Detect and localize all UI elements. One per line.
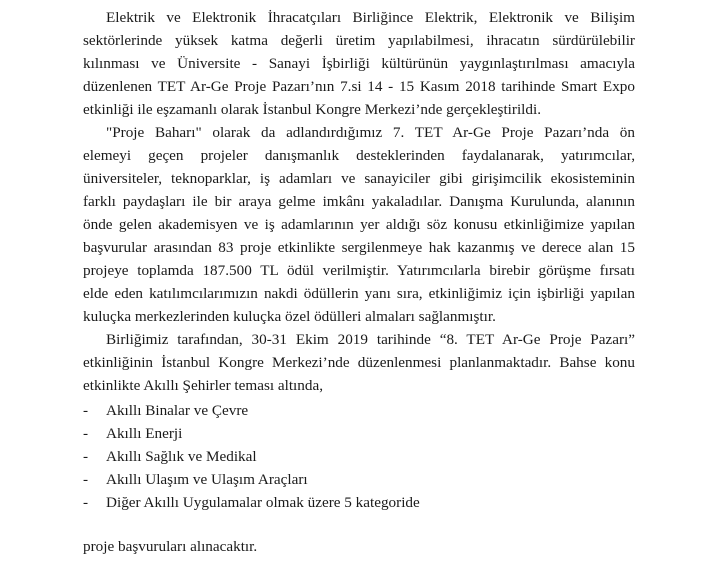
text-line: üniversiteler, teknoparklar, iş adamları ve sanayiciler gibi girişimcilik ekosisteminin <box>83 170 635 187</box>
list-bullet: - <box>83 494 89 511</box>
text-line: farklı paydaşları ile bir araya gelme imkânı yakaladılar. Danışma Kurulunda, alanının <box>83 193 635 210</box>
text-line: etkinliğinin İstanbul Kongre Merkezi’nde düzenlenmesi planlanmaktadır. Bahse konu <box>83 354 635 371</box>
text-line: başvurular arasından 83 proje etkinlikte sergilenmeye hak kazanmış ve derece alan 15 <box>83 239 635 256</box>
list-item-label: Akıllı Enerji <box>106 425 183 442</box>
text-line: kılınması ve Üniversite - Sanayi İşbirliği kültürünün yaygınlaştırılması amacıyla <box>83 55 635 72</box>
text-line: etkinlikte Akıllı Şehirler teması altında, <box>83 377 323 394</box>
list-bullet: - <box>83 471 89 488</box>
list-bullet: - <box>83 425 89 442</box>
closing-text: proje başvuruları alınacaktır. <box>83 538 258 555</box>
text-line: kuluçka merkezlerinden kuluçka özel ödülleri almaları sağlanmıştır. <box>83 308 496 325</box>
text-line: etkinliği ile eşzamanlı olarak İstanbul Kongre Merkezi’nde gerçekleştirildi. <box>83 101 541 118</box>
text-line: düzenlenen TET Ar-Ge Proje Pazarı’nın 7.si 14 - 15 Kasım 2018 tarihinde Smart Expo <box>83 78 635 95</box>
text-line: "Proje Baharı" olarak da adlandırdığımız 7. TET Ar-Ge Proje Pazarı’nda ön <box>106 124 635 141</box>
text-line: önde gelen akademisyen ve iş adamlarının yer aldığı söz konusu etkinliğimize yapılan <box>83 216 635 233</box>
list-item-label: Akıllı Sağlık ve Medikal <box>106 448 257 465</box>
text-line: sektörlerinde yüksek katma değerli üretim yapılabilmesi, ihracatın sürdürülebilir <box>83 32 635 49</box>
list-bullet: - <box>83 402 89 419</box>
list-item-label: Akıllı Ulaşım ve Ulaşım Araçları <box>106 471 308 488</box>
text-line: elemeyi geçen projeler danışmanlık desteklerinden faydalanarak, yatırımcılar, <box>83 147 635 164</box>
list-item-label: Akıllı Binalar ve Çevre <box>106 402 249 419</box>
list-bullet: - <box>83 448 89 465</box>
text-line: Birliğimiz tarafından, 30-31 Ekim 2019 tarihinde “8. TET Ar-Ge Proje Pazarı” <box>106 331 635 348</box>
list-item-label: Diğer Akıllı Uygulamalar olmak üzere 5 kategoride <box>106 494 420 511</box>
text-line: projeye toplamda 187.500 TL ödül verilmiştir. Yatırımcılarla birebir görüşme fırsatı <box>83 262 635 279</box>
text-line: Elektrik ve Elektronik İhracatçıları Birliğince Elektrik, Elektronik ve Bilişim <box>106 9 635 26</box>
text-line: elde eden katılımcılarımızın nakdi ödüllerin yanı sıra, etkinliğimiz için işbirliği yapılan <box>83 285 635 302</box>
